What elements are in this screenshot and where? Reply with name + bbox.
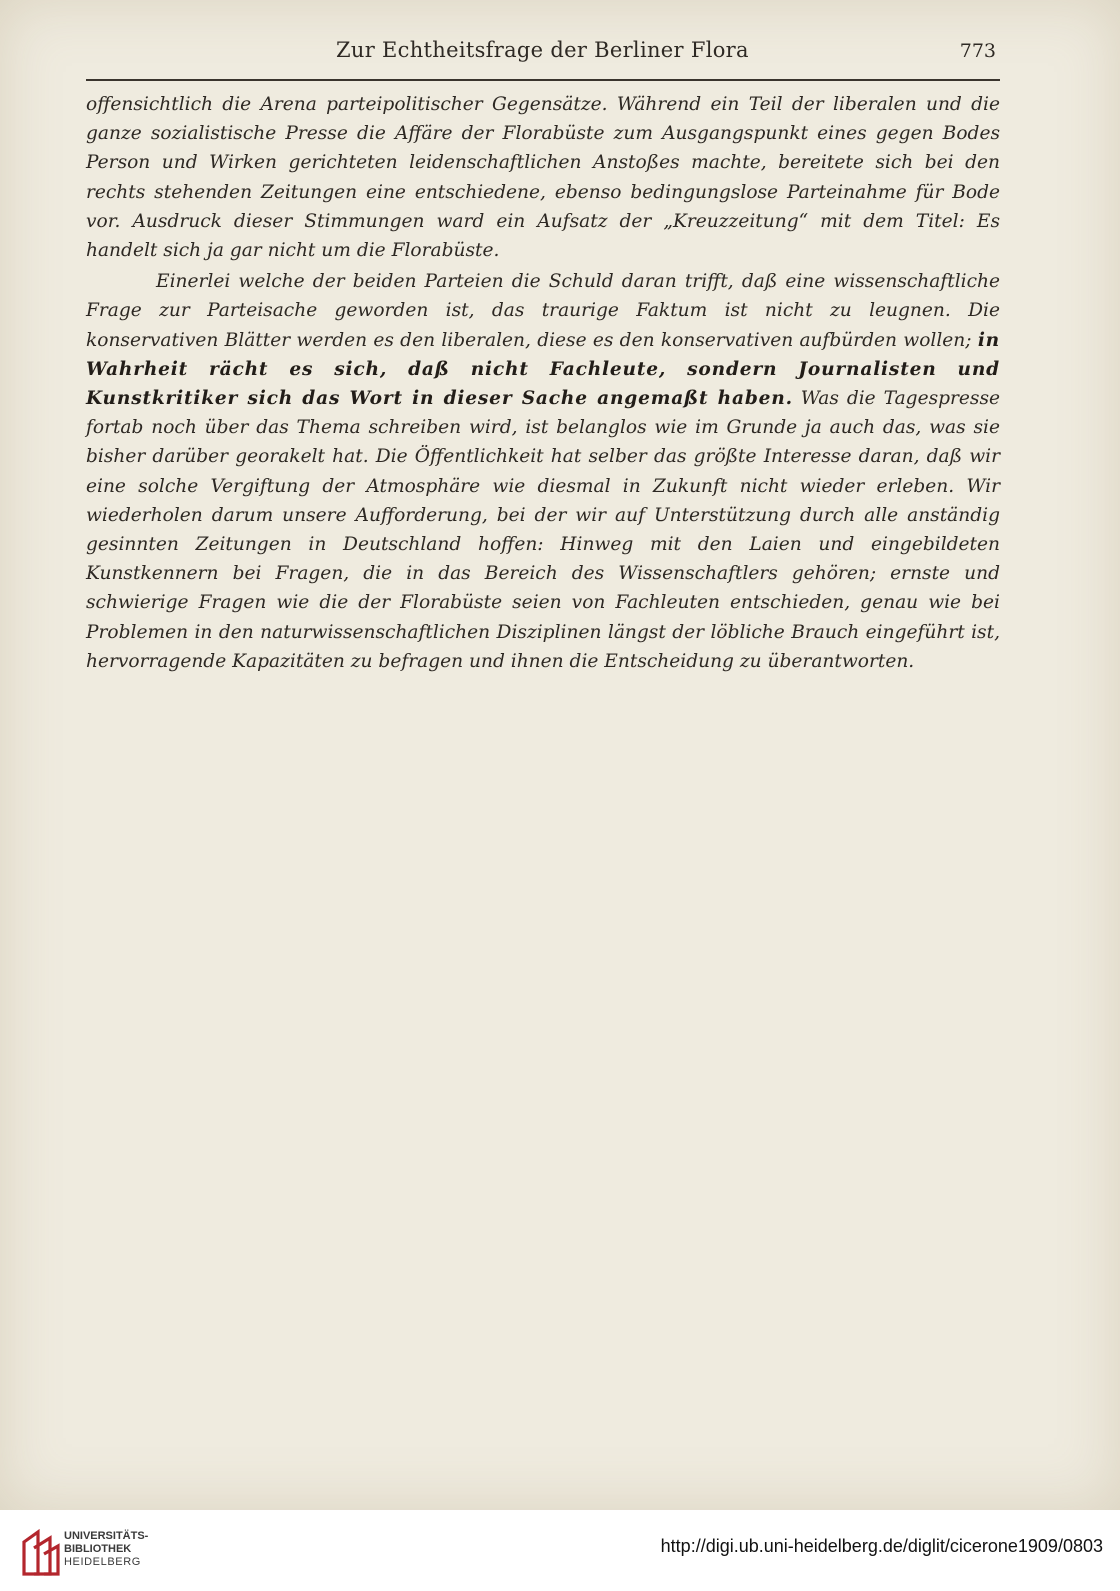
library-name-line-1: UNIVERSITÄTS- xyxy=(64,1530,149,1542)
page-number: 773 xyxy=(959,40,996,62)
library-logo-icon xyxy=(20,1524,60,1578)
paragraph-2-text-after: Was die Tagespresse fortab noch über das Thema schreiben wird, ist belanglos wie im Grunde ja auch das, was sie bisher darüber georakelt hat. Die Öffentlichkeit hat selber das größte Interesse daran, daß wir eine solche Vergiftung der Atmosphäre wie diesmal in Zukunft nicht wieder erleben. Wir wiederholen darum unsere Aufforderung, bei der wir auf Unterstützung durch alle anständig gesinnten Zeitungen in Deutschland hoffen: Hinweg mit den Laien und eingebildeten Kunstkennern bei Fragen, die in das Bereich des Wissenschaftlers gehören; ernste und schwierige Fragen wie die der Florabüste seien von Fachleuten entschieden, genau wie bei Problemen in den naturwissenschaftlichen Disziplinen längst der löbliche Brauch eingeführt ist, hervorragende Kapazitäten zu befragen und ihnen die Entscheidung zu überantworten. xyxy=(86,388,1000,672)
paragraph-2-emphasis: in Wahrheit rächt es sich, daß nicht Fachleute, sondern Journalisten und Kunstkritiker sich das Wort in dieser Sache angemaßt haben. xyxy=(86,329,1000,410)
library-name-line-3: HEIDELBERG xyxy=(64,1556,141,1568)
paragraph-2 xyxy=(86,267,1000,676)
article-body xyxy=(86,90,1000,676)
header-rule xyxy=(86,79,1000,81)
paragraph-2-text-before: Einerlei welche der beiden Parteien die Schuld daran trifft, daß eine wissenschaftliche Frage zur Parteisache geworden ist, das traurige Faktum ist nicht zu leugnen. Die konservativen Blätter werden es den liberalen, diese es den konservativen aufbürden wollen; xyxy=(86,271,1000,351)
paragraph-1: offensichtlich die Arena parteipolitischer Gegensätze. Während ein Teil der liberalen und die ganze sozialistische Presse die Affäre der Florabüste zum Ausgangspunkt eines gegen Bodes Person und Wirken gerichteten leidenschaftlichen Anstoßes machte, bereitete sich bei den rechts stehenden Zeitungen eine entschiedene, ebenso bedingungslose Parteinahme für Bode vor. Ausdruck dieser Stimmungen ward ein Aufsatz der „Kreuzzeitung“ mit dem Titel: Es handelt sich ja gar nicht um die Florabüste. xyxy=(86,94,1000,262)
page-header xyxy=(86,38,1000,72)
library-name-line-2: BIBLIOTHEK xyxy=(64,1543,132,1555)
library-name xyxy=(64,1530,148,1569)
permalink-url[interactable]: http://digi.ub.uni-heidelberg.de/diglit/cicerone1909/0803 xyxy=(660,1536,1103,1556)
running-title: Zur Echtheitsfrage der Berliner Flora xyxy=(336,38,749,62)
footer-bar xyxy=(0,1510,1120,1591)
